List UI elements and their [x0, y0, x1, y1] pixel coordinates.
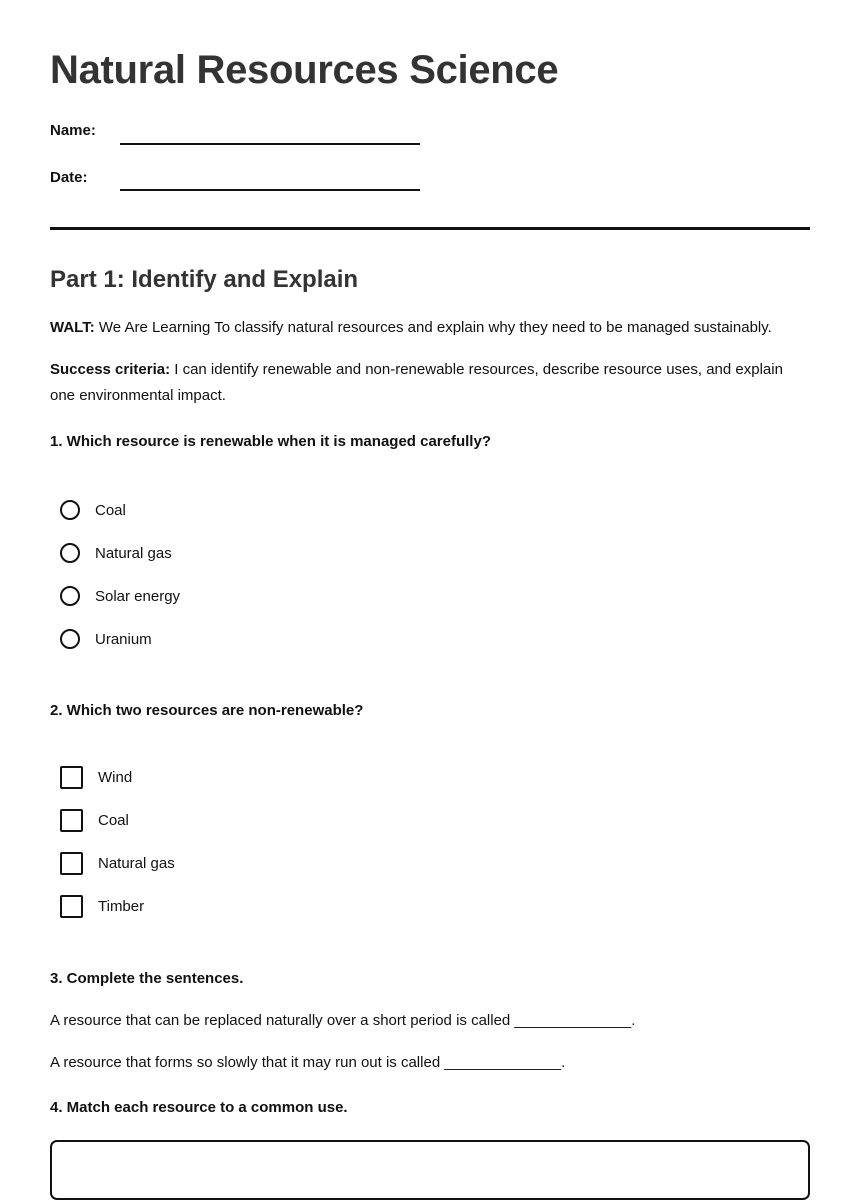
- option-label: Coal: [95, 501, 126, 519]
- radio-button[interactable]: [60, 629, 80, 649]
- success-criteria-paragraph: [50, 357, 790, 409]
- part1-heading: Part 1: Identify and Explain: [50, 266, 359, 293]
- radio-button[interactable]: [60, 500, 80, 520]
- q1-option-coal[interactable]: [60, 498, 126, 522]
- option-label: Wind: [98, 768, 133, 786]
- name-label: Name:: [50, 122, 96, 139]
- checkbox[interactable]: [60, 766, 83, 789]
- fill-in-sentence-1: A resource that can be replaced naturally over a short period is called ______________.: [50, 1012, 636, 1029]
- q2-option-timber[interactable]: [60, 894, 144, 918]
- option-label: Natural gas: [95, 544, 172, 562]
- success-text: I can identify renewable and non-renewable resources, describe resource uses, and explain one environmental impact.: [50, 361, 783, 404]
- option-label: Natural gas: [98, 854, 175, 872]
- radio-button[interactable]: [60, 586, 80, 606]
- option-label: Timber: [98, 897, 145, 915]
- question-1-prompt: 1. Which resource is renewable when it is managed carefully?: [50, 433, 491, 450]
- checkbox[interactable]: [60, 852, 83, 875]
- question-2-prompt: 2. Which two resources are non-renewable?: [50, 702, 364, 719]
- name-field[interactable]: [120, 143, 420, 145]
- walt-paragraph: [50, 315, 820, 341]
- q2-option-natural-gas[interactable]: [60, 851, 175, 875]
- matching-table: [50, 1140, 810, 1200]
- date-label: Date:: [50, 169, 88, 186]
- option-label: Coal: [98, 811, 129, 829]
- q1-option-uranium[interactable]: [60, 627, 152, 651]
- page-title: Natural Resources Science: [50, 48, 559, 92]
- date-field[interactable]: [120, 189, 420, 191]
- radio-button[interactable]: [60, 543, 80, 563]
- success-label: Success criteria:: [50, 361, 171, 378]
- checkbox[interactable]: [60, 895, 83, 918]
- q1-option-solar-energy[interactable]: [60, 584, 180, 608]
- option-label: Uranium: [95, 630, 152, 648]
- q1-option-natural-gas[interactable]: [60, 541, 172, 565]
- header-divider: [50, 227, 810, 230]
- walt-text: We Are Learning To classify natural resources and explain why they need to be managed sustainably.: [94, 319, 772, 336]
- question-4-prompt: 4. Match each resource to a common use.: [50, 1099, 348, 1116]
- q2-option-wind[interactable]: [60, 765, 132, 789]
- question-3-prompt: 3. Complete the sentences.: [50, 970, 244, 987]
- option-label: Solar energy: [95, 587, 181, 605]
- checkbox[interactable]: [60, 809, 83, 832]
- q2-option-coal[interactable]: [60, 808, 129, 832]
- walt-label: WALT:: [50, 319, 95, 336]
- fill-in-sentence-2: A resource that forms so slowly that it may run out is called ______________.: [50, 1054, 566, 1071]
